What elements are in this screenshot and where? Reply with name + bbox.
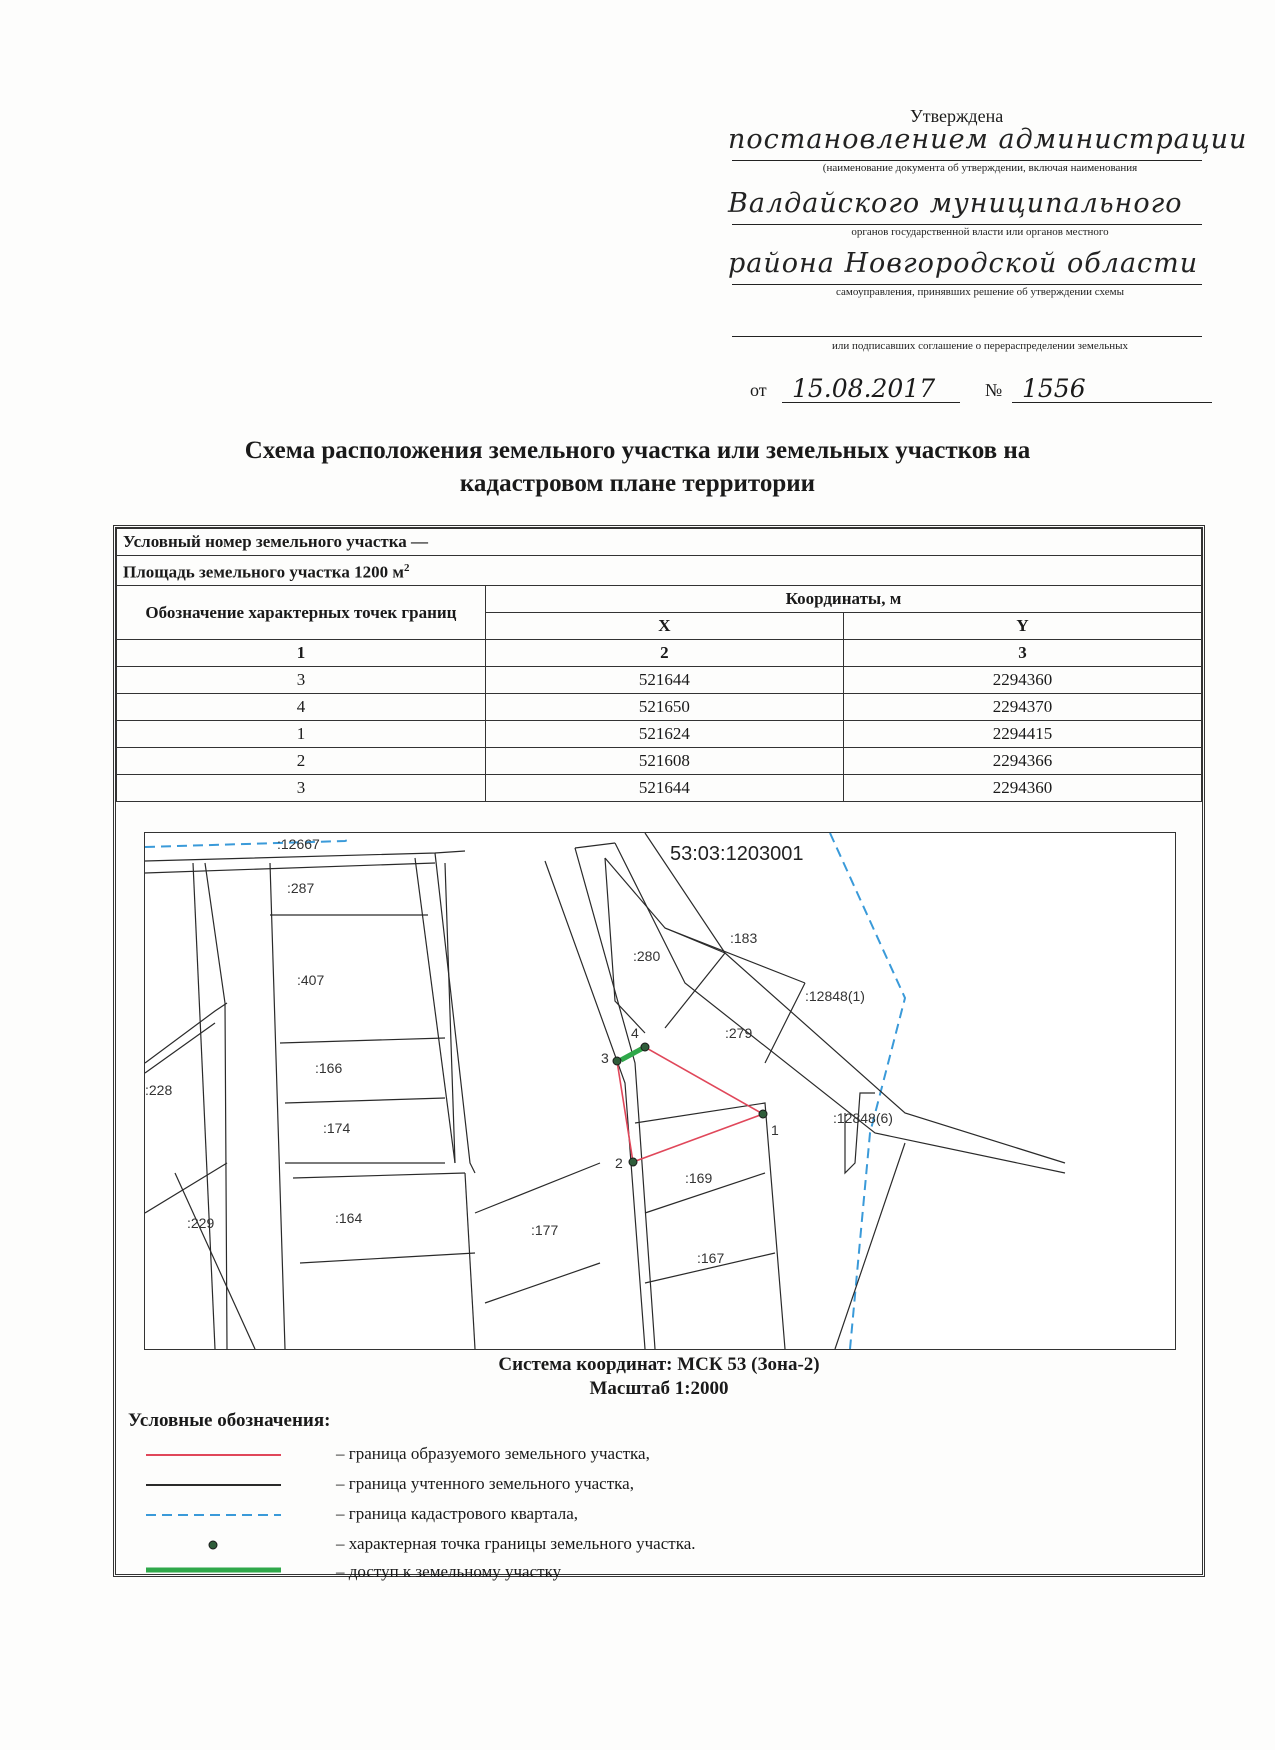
legend-symbol-green-line — [146, 1560, 281, 1586]
table-row — [117, 774, 1202, 801]
label-12667: :12667 — [277, 836, 320, 852]
plot-area-unit-sup: 2 — [403, 562, 410, 574]
handwritten-authority-2: района Новгородской области — [728, 248, 1199, 279]
table-row — [117, 747, 1202, 774]
table-row — [117, 666, 1202, 693]
col-y-header: Y — [843, 612, 1201, 639]
document-title — [100, 434, 1175, 500]
coordinates-table — [116, 528, 1202, 802]
point-cell: 3 — [117, 666, 486, 693]
handwritten-authority-1: Валдайского муниципального — [728, 188, 1183, 219]
caption-3: самоуправления, принявших решение об утверждении схемы — [836, 286, 1124, 298]
approval-date: 15.08.2017 — [792, 374, 936, 403]
label-229: :229 — [187, 1215, 215, 1231]
legend-symbol-point — [146, 1532, 281, 1558]
label-point-3: 3 — [601, 1050, 609, 1066]
label-point-1: 1 — [771, 1122, 779, 1138]
legend-symbol-black-line — [146, 1472, 281, 1498]
point-2 — [629, 1158, 637, 1166]
label-166: :166 — [315, 1060, 343, 1076]
coordinate-system: Система координат: МСК 53 (Зона-2) — [498, 1354, 820, 1375]
col-x-header: X — [485, 612, 843, 639]
label-12848-6: :12848(6) — [833, 1110, 893, 1126]
plot-area-text: Площадь земельного участка 1200 м — [123, 562, 404, 582]
underline-2 — [732, 224, 1202, 225]
label-183: :183 — [730, 930, 758, 946]
label-167: :167 — [697, 1250, 725, 1266]
label-164: :164 — [335, 1210, 363, 1226]
new-plot-boundary — [617, 1046, 763, 1162]
map-svg — [145, 833, 1175, 1349]
legend-text: – граница учтенного земельного участка, — [336, 1474, 634, 1493]
legend-text: – доступ к земельному участку — [336, 1562, 562, 1581]
x-cell: 521644 — [485, 774, 843, 801]
table-row — [117, 720, 1202, 747]
label-177: :177 — [531, 1222, 559, 1238]
underline-4 — [732, 336, 1202, 337]
legend-item-existing-boundary — [146, 1472, 1046, 1498]
index-cell: 3 — [843, 639, 1201, 666]
table-row — [117, 693, 1202, 720]
underline-1 — [732, 160, 1202, 161]
plot-area — [117, 556, 1202, 586]
index-cell: 2 — [485, 639, 843, 666]
underline-3 — [732, 284, 1202, 285]
legend-item-point — [146, 1532, 1046, 1558]
date-number-row — [750, 374, 1210, 406]
y-cell: 2294370 — [843, 693, 1201, 720]
approved-label: Утверждена — [910, 106, 1004, 126]
point-cell: 4 — [117, 693, 486, 720]
legend-text: – граница кадастрового квартала, — [336, 1504, 578, 1523]
x-cell: 521624 — [485, 720, 843, 747]
y-cell: 2294360 — [843, 666, 1201, 693]
label-280: :280 — [633, 948, 661, 964]
x-cell: 521650 — [485, 693, 843, 720]
label-287: :287 — [287, 880, 315, 896]
legend-item-access — [146, 1560, 1046, 1586]
existing-boundaries — [145, 833, 1065, 1349]
handwritten-document-name: постановлением администрации — [728, 124, 1248, 155]
point-4 — [641, 1043, 649, 1051]
label-169: :169 — [685, 1170, 713, 1186]
index-cell: 1 — [117, 639, 486, 666]
legend-text: – характерная точка границы земельного участка. — [336, 1534, 696, 1553]
point-1 — [759, 1110, 767, 1118]
legend-item-new-boundary — [146, 1442, 1046, 1468]
characteristic-points — [613, 1043, 767, 1166]
quarter-boundary — [145, 833, 905, 1349]
map-scale: Масштаб 1:2000 — [589, 1378, 729, 1399]
conditional-number: Условный номер земельного участка — — [117, 529, 1202, 556]
caption-1: (наименование документа об утверждении, включая наименования — [822, 162, 1138, 174]
point-cell: 2 — [117, 747, 486, 774]
scheme-frame — [113, 525, 1205, 1581]
legend-title: Условные обозначения: — [128, 1410, 331, 1431]
point-cell: 1 — [117, 720, 486, 747]
legend-symbol-dashed-line — [146, 1502, 281, 1528]
title-line-1: Схема расположения земельного участка или земельных участков на — [244, 437, 1031, 464]
x-cell: 521608 — [485, 747, 843, 774]
title-line-2: кадастровом плане территории — [459, 470, 816, 497]
legend-symbol-red-line — [146, 1442, 281, 1468]
x-cell: 521644 — [485, 666, 843, 693]
date-underline — [782, 402, 960, 403]
y-cell: 2294366 — [843, 747, 1201, 774]
caption-2: органов государственной власти или органов местного — [851, 226, 1109, 238]
legend-text: – граница образуемого земельного участка, — [336, 1444, 650, 1463]
label-point-2: 2 — [615, 1155, 623, 1171]
label-point-4: 4 — [631, 1025, 639, 1041]
label-228: :228 — [145, 1082, 173, 1098]
col-coords-header: Координаты, м — [485, 585, 1201, 612]
number-underline — [1012, 402, 1212, 403]
label-174: :174 — [323, 1120, 351, 1136]
point-3 — [613, 1057, 621, 1065]
cadastral-map — [144, 832, 1176, 1350]
label-279: :279 — [725, 1025, 753, 1041]
label-12848-1: :12848(1) — [805, 988, 865, 1004]
point-cell: 3 — [117, 774, 486, 801]
legend-item-quarter-boundary — [146, 1502, 1046, 1528]
number-label: № — [985, 380, 1003, 400]
caption-4: или подписавших соглашение о перераспределении земельных — [831, 340, 1129, 352]
y-cell: 2294360 — [843, 774, 1201, 801]
col-points-header: Обозначение характерных точек границ — [117, 585, 486, 639]
from-label: от — [750, 380, 767, 400]
quarter-number: 53:03:1203001 — [670, 843, 804, 865]
y-cell: 2294415 — [843, 720, 1201, 747]
approval-number: 1556 — [1022, 374, 1086, 403]
label-407: :407 — [297, 972, 325, 988]
